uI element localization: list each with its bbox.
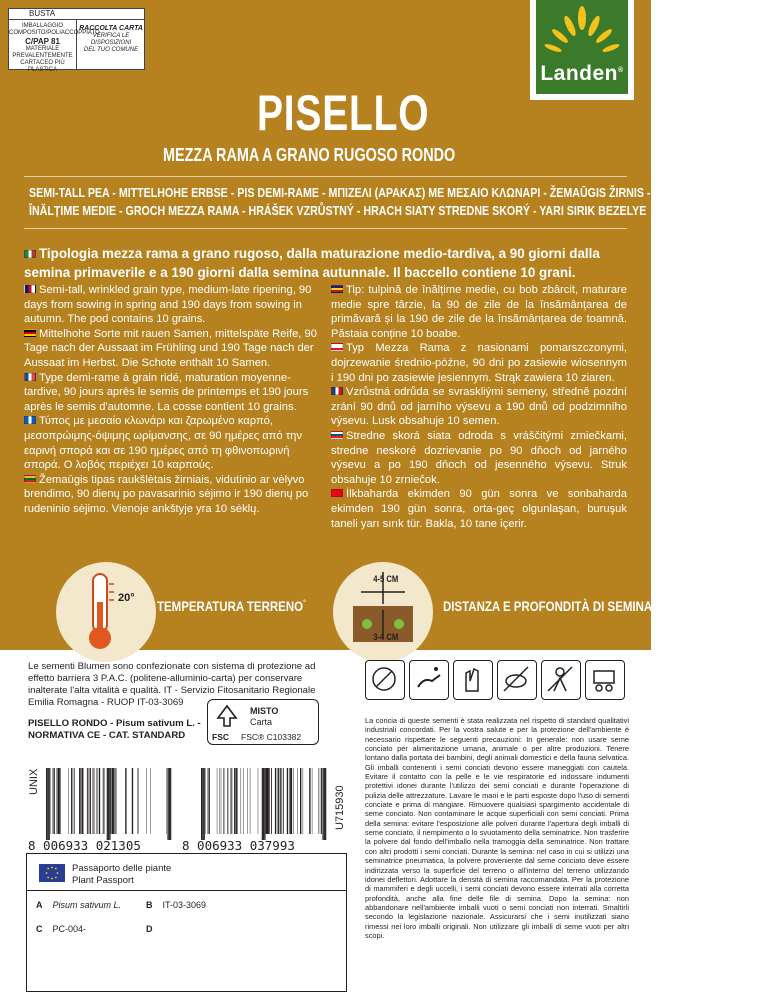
no-food-icon bbox=[365, 660, 405, 700]
unix-label: UNIX bbox=[28, 768, 40, 795]
description-uk bbox=[24, 283, 320, 327]
barcode-bar bbox=[283, 768, 284, 834]
description-lt bbox=[24, 473, 320, 517]
barcode-bar bbox=[59, 768, 60, 834]
description-gr bbox=[24, 414, 320, 472]
barcode-bar bbox=[321, 768, 322, 834]
barcode-bar bbox=[263, 768, 264, 840]
barcode-bar bbox=[107, 768, 108, 840]
barcode-bar bbox=[209, 768, 210, 834]
fsc-tree-icon bbox=[214, 704, 240, 728]
barcode-bar bbox=[287, 768, 288, 834]
barcode-1 bbox=[44, 768, 174, 840]
depth-circle bbox=[333, 562, 433, 662]
barcode-bar bbox=[227, 768, 228, 834]
gloves-icon bbox=[453, 660, 493, 700]
description-cz bbox=[331, 385, 627, 429]
barcode-bar bbox=[46, 768, 47, 840]
fsc-misto: MISTO bbox=[250, 706, 279, 716]
barcode-bar bbox=[54, 768, 55, 834]
packaging-line: VERIFICA LE DISPOSIZIONI bbox=[90, 33, 132, 46]
barcode-bar bbox=[99, 768, 100, 834]
passport-field-d: D bbox=[146, 924, 153, 934]
barcode-bar bbox=[204, 768, 205, 840]
barcode-bar bbox=[202, 768, 203, 840]
passport-field-c: C PC-004- bbox=[36, 924, 87, 934]
brand-logo bbox=[530, 0, 634, 100]
description-pl bbox=[331, 341, 627, 385]
description-ro bbox=[331, 283, 627, 341]
brand-logo-box bbox=[536, 0, 628, 94]
barcode-1-digits: 8 006933 021305 bbox=[28, 838, 141, 853]
temperature-circle bbox=[56, 562, 156, 662]
barcode-bar bbox=[309, 768, 310, 834]
barcode-bar bbox=[82, 768, 83, 834]
description-text: Tipologia mezza rama a grano rugoso, dalla maturazione medio-tardiva, a 90 giorni dalla semina primaverile e a 190 giorni dalla semina autunnale. Il baccello contiene 10 grani. bbox=[24, 246, 600, 280]
flag-fr-icon bbox=[24, 373, 36, 381]
barcode-bar bbox=[47, 768, 48, 840]
barcode-bar bbox=[94, 768, 95, 834]
depth-top-value: 4-5 CM bbox=[373, 574, 399, 584]
description-tr bbox=[331, 487, 627, 531]
passport-field-a: A Pisum sativum L. bbox=[36, 900, 122, 910]
descriptions-left-column bbox=[24, 283, 320, 517]
description-text: Vzrůstná odrůda se svraskliými semeny, středně pozdní zrání 90 dnů od jarního výsevu a 190 dnů od podzimního výsevu. Lusk obsahuje 10 semen. bbox=[331, 386, 627, 428]
fsc-code: FSC® C103382 bbox=[241, 732, 302, 742]
barcode-bar bbox=[234, 768, 235, 834]
barcode-bar bbox=[58, 768, 59, 834]
wash-hands-icon bbox=[409, 660, 449, 700]
barcode-bar bbox=[271, 768, 272, 834]
depth-bottom-value: 3-4 CM bbox=[373, 632, 399, 642]
barcode-2-digits: 8 006933 037993 bbox=[182, 838, 295, 853]
packaging-line: IMBALLAGGIO bbox=[21, 23, 63, 29]
fsc-badge bbox=[207, 699, 319, 745]
barcode-bar bbox=[109, 768, 110, 840]
names-line: SEMI-TALL PEA - MITTELHOHE ERBSE - PIS DEMI-RAME - ΜΠΙΖΕΛΙ (ΑΡΑΚΑΣ) ΜΕ ΜΕΣΑΙΟ ΚΛΩΝΑΡΙ - ŽEMAŪGIS ŽIRNIS - MAZĂRE CU TULPINA DE bbox=[29, 185, 784, 200]
flag-uk-icon bbox=[24, 285, 36, 293]
barcode-bar bbox=[167, 768, 168, 840]
no-children-icon bbox=[541, 660, 581, 700]
packaging-line: DEL TUO COMUNE bbox=[83, 47, 139, 53]
passport-field-b: B IT-03-3069 bbox=[146, 900, 207, 910]
passport-title-en: Plant Passport bbox=[72, 875, 134, 886]
barcode-bar bbox=[237, 768, 238, 834]
barcode-2 bbox=[199, 768, 329, 840]
packaging-line: CARTACEO PIÙ PLASTICA bbox=[20, 60, 65, 73]
packaging-info-box bbox=[8, 8, 145, 73]
barcode-bar bbox=[111, 768, 112, 834]
barcode-bar bbox=[223, 768, 224, 834]
barcode-bar bbox=[71, 768, 72, 834]
barcode-bar bbox=[115, 768, 116, 834]
barcode-bar bbox=[74, 768, 75, 834]
barcode-bar bbox=[169, 768, 170, 840]
flag-lt-icon bbox=[24, 475, 36, 483]
fsc-carta: Carta bbox=[250, 717, 273, 727]
barcode-bar bbox=[90, 768, 91, 834]
barcode-bar bbox=[262, 768, 263, 840]
barcode-bar bbox=[132, 768, 133, 834]
product-line: NORMATIVA CE - CAT. STANDARD bbox=[28, 730, 186, 741]
barcode-bar bbox=[108, 768, 109, 840]
packaging-code: C/PAP 81 bbox=[25, 37, 60, 46]
eu-flag-icon bbox=[39, 864, 65, 882]
thermometer-icon bbox=[56, 562, 156, 662]
barcode-bar bbox=[80, 768, 81, 834]
description-text: İlkbaharda ekimden 90 gün sonra ve sonbaharda ekimden 190 gün sonra, orta-geç olgunlaşan, buruşuk taneli yarı sırık tür. Bakla, 10 tane içerir. bbox=[331, 488, 627, 530]
barcode-bar bbox=[112, 768, 113, 834]
names-line: ÎNĂLȚIME MEDIE - GROCH MEZZA RAMA - HRÁŠEK VZRŮSTNÝ - HRACH SIATY STREDNE SKORÝ - YARI SIRIK BEZELYE bbox=[29, 203, 647, 218]
barcode-bar bbox=[57, 768, 58, 834]
multilingual-names bbox=[29, 184, 784, 220]
flag-sk-icon bbox=[331, 431, 343, 439]
wheat-icon bbox=[536, 0, 628, 62]
product-variety: MEZZA RAMA A GRANO RUGOSO RONDO bbox=[163, 145, 456, 165]
barcode-bar bbox=[53, 768, 54, 834]
flag-it-icon bbox=[24, 250, 36, 258]
barcode-bar bbox=[235, 768, 236, 834]
barcode-bar bbox=[103, 768, 104, 834]
barcode-bar bbox=[291, 768, 292, 834]
description-fr bbox=[24, 371, 320, 415]
temperature-label: TEMPERATURA TERRENO° bbox=[157, 598, 306, 614]
description-text: Semi-tall, wrinkled grain type, medium-late ripening, 90 days from sowing in spring and 190 days from sowing in autumn. The pod contains 10 grains. bbox=[24, 284, 312, 326]
description-text: Tip: tulpină de înălțime medie, cu bob zbârcit, maturare medie spre târzie, la 90 de zile de la însămânțarea de primăvară și la 190 de zile de la însămânțarea de toamnă. Păstaia conține 10 boabe. bbox=[331, 284, 627, 340]
depth-label: DISTANZA E PROFONDITÀ DI SEMINA bbox=[443, 598, 653, 614]
descriptions-right-column bbox=[331, 283, 627, 531]
description-italian bbox=[24, 244, 634, 282]
description-de bbox=[24, 327, 320, 371]
flag-tr-icon bbox=[331, 489, 343, 497]
packaging-line: COMPOSITO/POLIACCOPPIATO bbox=[9, 30, 100, 36]
barcode-bar bbox=[208, 768, 209, 834]
barcode-bar bbox=[201, 768, 202, 840]
barcode-bar bbox=[325, 768, 326, 840]
brand-name: Landen® bbox=[540, 62, 624, 85]
fsc-label: FSC bbox=[212, 732, 229, 742]
description-sk bbox=[331, 429, 627, 487]
barcode-bar bbox=[275, 768, 276, 834]
passport-title-it: Passaporto delle piante bbox=[72, 863, 172, 874]
barcode-bar bbox=[79, 768, 80, 834]
barcode-bar bbox=[264, 768, 265, 840]
plant-passport bbox=[26, 853, 347, 992]
safety-pictograms bbox=[365, 660, 627, 714]
packaging-disposal-title: RACCOLTA CARTA bbox=[79, 25, 143, 32]
packaging-type: BUSTA bbox=[9, 9, 144, 20]
barcode-bar bbox=[324, 768, 325, 840]
barcode-bar bbox=[300, 768, 301, 834]
product-line: PISELLO RONDO - Pisum sativum L. - bbox=[28, 718, 201, 729]
barcode-bar bbox=[49, 768, 50, 840]
divider bbox=[24, 176, 627, 177]
barcode-bar bbox=[267, 768, 268, 834]
barcode-bar bbox=[322, 768, 323, 840]
barcode-bar bbox=[289, 768, 290, 834]
description-text: Žemaūgis tipas raukšlėtais žirniais, vidutinio ar vėlyvo brendimo, 90 dienų po pavasarinio sėjimo ir 190 dienų po rudeninio sėjimo. Vienoje ankštyje yra 10 sėklų. bbox=[24, 473, 309, 515]
sowing-info-row bbox=[0, 548, 651, 658]
packaging-disposal bbox=[78, 20, 144, 69]
barcode-bar bbox=[231, 768, 232, 834]
barcode-bar bbox=[170, 768, 171, 840]
product-name: PISELLO bbox=[257, 85, 430, 141]
divider bbox=[24, 228, 627, 229]
divider bbox=[27, 890, 346, 891]
flag-ro-icon bbox=[331, 285, 343, 293]
barcode-bar bbox=[280, 768, 281, 834]
description-text: Stredne skorá siata odroda s vráščitými zrniečkami, stredne neskoré dozrievanie po 90 dňoch od jarného výsevu a po 190 dňoch od jesenného výsevu. Struk obsahuje 10 zrniečok. bbox=[331, 429, 627, 486]
description-text: Typ Mezza Rama z nasionami pomarszczonymi, dojrzewanie średnio-późne, 90 dni po zasiewie wiosennym i 190 dni po zasiewie jesiennym. Strąk zawiera 10 ziaren. bbox=[331, 342, 627, 384]
no-animals-icon bbox=[497, 660, 537, 700]
seed-drill-icon bbox=[585, 660, 625, 700]
description-text: Type demi-rame à grain ridé, maturation moyenne-tardive, 90 jours après le semis de printemps et 190 jours après le semis d'automne. La cosse contient 10 grains. bbox=[24, 371, 309, 413]
barcode-bar bbox=[278, 768, 279, 834]
flag-pl-icon bbox=[331, 343, 343, 351]
packaging-material bbox=[9, 20, 100, 73]
barcode-bar bbox=[266, 768, 267, 834]
protection-note: Le sementi Blumen sono confezionate con sistema di protezione ad effetto barriera 3 P.A.C. (politene-alluminio-carta) per conservare inalterate l'alta vitalità e qualità. IT - Servizio Fitosanitario Regionale Emilia Romagna - RUOP IT-03-3069 bbox=[28, 661, 316, 708]
barcode-bar bbox=[268, 768, 269, 834]
flag-de-icon bbox=[24, 329, 36, 337]
flag-cz-icon bbox=[331, 387, 343, 395]
product-code: U715930 bbox=[334, 785, 346, 830]
seed-treatment-warning: La concia di queste sementi è stata realizzata nel rispetto di standard qualitativi industriali concordati. Per la vostra salute e per la protezione dell'ambiente è necessario rispettare le seguenti precauzioni: In generale: non usare seme conciato per alimentazione umana, animale o per altre produzioni. Tenere lontano dalla portata dei bambini, degli animali domestici e della fauna selvatica. Gli imballi contenenti i semi conciati devono essere maneggiati con cautela. Evitare il contatto con la pelle e le vie respiratorie ed indossare indumenti protettivi idonei durante l'utilizzo dei semi conciati e durante l'operazione di pulizia delle attrezzature. Lavare le mani e le parti esposte dopo l'uso di sementi conciate e prima di mangiare. Rimuovere qualsiasi spargimento accidentale di seme conciato. Non contaminare le acque superficiali con semi conciati. Prima della semina: evitare l'esposizione alle polveri durante l'apertura degli imballi di seme conciato, il riempimento o lo svuotamento della seminatrice. Non trasferire la polvere dal fondo dell'imballo nella tramoggia della seminatrice. Non trattare con altri prodotti i semi conciati. Durante la semina: nel caso in cui si utilizzi una seminatrice pneumatica, la polvere proveniente dal seme conciato deve essere indirizzata verso la superficie del terreno o all'interno del terreno utilizzando idonei deflettori. Adottare la densità di semina raccomandata. Per la protezione di mammiferi e degli uccelli, i semi conciati devono essere interrati alla corretta profondità, anche alla fine delle file di semina. Dopo la semina: non abbandonare nell'ambiente imballi vuoti o semi conciati non interrati. Smaltirli secondo la legislazione nazionale. Assicurarsi che i semi inutilizzati siano rimessi nei loro imballi originali. Non utilizzare gli imballi di seme vuoti per altri scopi. bbox=[365, 716, 629, 940]
barcode-bar bbox=[125, 768, 126, 834]
flag-gr-icon bbox=[24, 416, 36, 424]
barcode-bar bbox=[113, 768, 114, 834]
description-text: Τύπος με μεσαίο κλωνάρι και ζαρωμένο καρπό, μεσοπρώιμης-όψιμης ωρίμανσης, σε 90 ημέρες από την εαρινή σπορά και σε 190 ημέρες από τη φθινοπωρινή σπορά. Ο λοβός περιέχει 10 καρπούς. bbox=[24, 415, 302, 472]
barcode-bar bbox=[87, 768, 88, 834]
packaging-line: MATERIALE PREVALENTEMENTE bbox=[12, 46, 73, 59]
temperature-value: 20° bbox=[118, 592, 135, 604]
description-text: Mittelhohe Sorte mit rauen Samen, mittelspäte Reife, 90 Tage nach der Aussaat im Frühling und 190 Tage nach der Aussaat im Herbst. Die Schote enthält 10 Samen. bbox=[24, 327, 317, 369]
